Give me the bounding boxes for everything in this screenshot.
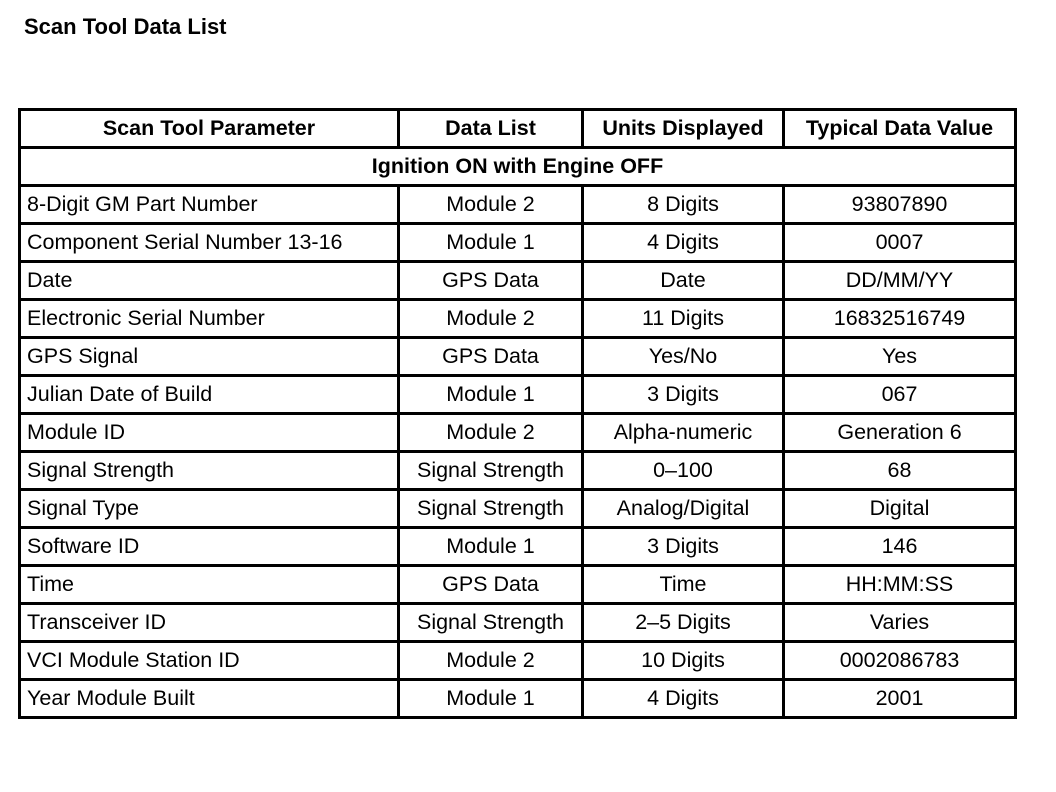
table-header-row <box>20 110 1016 148</box>
cell-parameter: Signal Strength <box>20 452 399 490</box>
cell-data-list: GPS Data <box>399 566 583 604</box>
cell-parameter: Transceiver ID <box>20 604 399 642</box>
cell-units: 0–100 <box>583 452 784 490</box>
page-title: Scan Tool Data List <box>24 14 227 39</box>
cell-parameter: Date <box>20 262 399 300</box>
cell-units: 3 Digits <box>583 376 784 414</box>
cell-data-list: Module 2 <box>399 186 583 224</box>
cell-typical-value: 146 <box>784 528 1016 566</box>
cell-parameter: Electronic Serial Number <box>20 300 399 338</box>
table-row <box>20 452 1016 490</box>
cell-units: 4 Digits <box>583 224 784 262</box>
cell-typical-value: 067 <box>784 376 1016 414</box>
table-row <box>20 376 1016 414</box>
cell-typical-value: 93807890 <box>784 186 1016 224</box>
cell-typical-value: Generation 6 <box>784 414 1016 452</box>
cell-data-list: Signal Strength <box>399 490 583 528</box>
cell-units: 4 Digits <box>583 680 784 718</box>
table-row <box>20 566 1016 604</box>
cell-parameter: Component Serial Number 13-16 <box>20 224 399 262</box>
cell-typical-value: Yes <box>784 338 1016 376</box>
cell-typical-value: 0007 <box>784 224 1016 262</box>
table-row <box>20 528 1016 566</box>
cell-units: Yes/No <box>583 338 784 376</box>
cell-data-list: Signal Strength <box>399 452 583 490</box>
table-row <box>20 490 1016 528</box>
cell-units: Alpha-numeric <box>583 414 784 452</box>
cell-typical-value: 0002086783 <box>784 642 1016 680</box>
cell-units: 3 Digits <box>583 528 784 566</box>
cell-parameter: Module ID <box>20 414 399 452</box>
cell-units: 2–5 Digits <box>583 604 784 642</box>
table-row <box>20 224 1016 262</box>
cell-data-list: GPS Data <box>399 338 583 376</box>
cell-units: 10 Digits <box>583 642 784 680</box>
table-row <box>20 262 1016 300</box>
column-header-typical-value: Typical Data Value <box>784 110 1016 148</box>
cell-parameter: VCI Module Station ID <box>20 642 399 680</box>
table-row <box>20 300 1016 338</box>
cell-typical-value: DD/MM/YY <box>784 262 1016 300</box>
cell-typical-value: Varies <box>784 604 1016 642</box>
cell-data-list: Module 1 <box>399 376 583 414</box>
cell-parameter: Year Module Built <box>20 680 399 718</box>
column-header-units: Units Displayed <box>583 110 784 148</box>
cell-data-list: Module 2 <box>399 642 583 680</box>
cell-units: 11 Digits <box>583 300 784 338</box>
column-header-parameter: Scan Tool Parameter <box>20 110 399 148</box>
table-row <box>20 186 1016 224</box>
table-row <box>20 642 1016 680</box>
cell-typical-value: 68 <box>784 452 1016 490</box>
scan-tool-data-table <box>18 108 1017 719</box>
section-heading: Ignition ON with Engine OFF <box>20 148 1016 186</box>
section-row <box>20 148 1016 186</box>
cell-parameter: Julian Date of Build <box>20 376 399 414</box>
table-row <box>20 604 1016 642</box>
cell-data-list: Module 2 <box>399 414 583 452</box>
cell-parameter: Time <box>20 566 399 604</box>
cell-units: 8 Digits <box>583 186 784 224</box>
cell-units: Time <box>583 566 784 604</box>
cell-parameter: GPS Signal <box>20 338 399 376</box>
cell-data-list: Module 1 <box>399 528 583 566</box>
cell-units: Date <box>583 262 784 300</box>
cell-typical-value: HH:MM:SS <box>784 566 1016 604</box>
table-row <box>20 414 1016 452</box>
cell-data-list: GPS Data <box>399 262 583 300</box>
cell-parameter: Signal Type <box>20 490 399 528</box>
cell-data-list: Signal Strength <box>399 604 583 642</box>
column-header-data-list: Data List <box>399 110 583 148</box>
cell-typical-value: 16832516749 <box>784 300 1016 338</box>
cell-parameter: Software ID <box>20 528 399 566</box>
cell-data-list: Module 2 <box>399 300 583 338</box>
cell-typical-value: 2001 <box>784 680 1016 718</box>
cell-parameter: 8-Digit GM Part Number <box>20 186 399 224</box>
cell-data-list: Module 1 <box>399 680 583 718</box>
cell-units: Analog/Digital <box>583 490 784 528</box>
cell-typical-value: Digital <box>784 490 1016 528</box>
cell-data-list: Module 1 <box>399 224 583 262</box>
table-row <box>20 338 1016 376</box>
table-row <box>20 680 1016 718</box>
